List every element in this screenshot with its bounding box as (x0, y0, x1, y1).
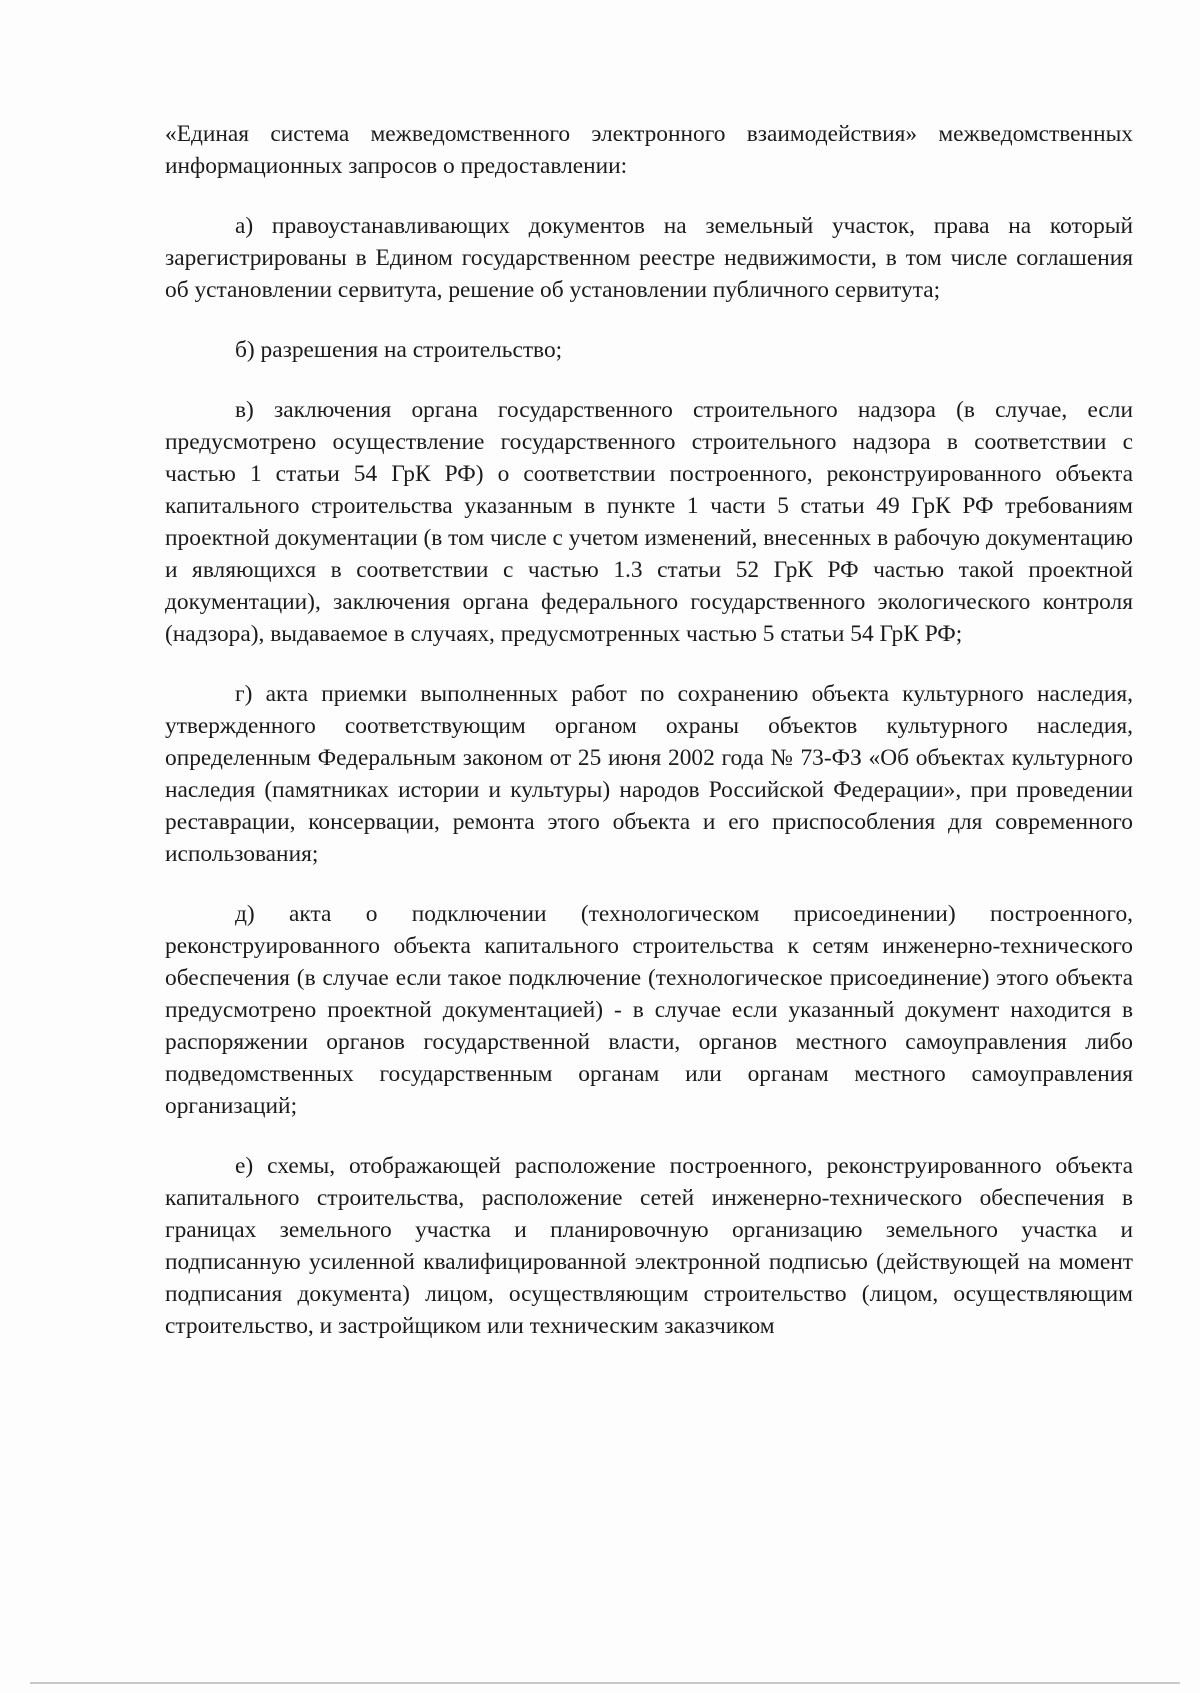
list-item-d: д) акта о подключении (технологическом присоединении) построенного, реконструированного объекта капитального строительства к сетям инженерно-технического обеспечения (в случае если такое подключение (технологическое присоединение) этого объекта предусмотрено проектной документацией) - в случае если указанный документ находится в распоряжении органов государственной власти, органов местного самоуправления либо подведомственных государственным органам или органам местного самоуправления организаций; (165, 901, 1133, 1119)
list-item-a: а) правоустанавливающих документов на земельный участок, права на который зарегистрированы в Едином государственном реестре недвижимости, в том числе соглашения об установлении сервитута, решение об установлении публичного сервитута; (165, 213, 1133, 303)
list-item-v: в) заключения органа государственного строительного надзора (в случае, если предусмотрено осуществление государственного строительного надзора в соответствии с частью 1 статьи 54 ГрК РФ) о соответствии построенного, реконструированного объекта капитального строительства указанным в пункте 1 части 5 статьи 49 ГрК РФ требованиям проектной документации (в том числе с учетом изменений, внесенных в рабочую документацию и являющихся в соответствии с частью 1.3 статьи 52 ГрК РФ частью такой проектной документации), заключения органа федерального государственного экологического контроля (надзора), выдаваемое в случаях, предусмотренных частью 5 статьи 54 ГрК РФ; (165, 397, 1133, 647)
list-item-g: г) акта приемки выполненных работ по сохранению объекта культурного наследия, утвержденного соответствующим органом охраны объектов культурного наследия, определенным Федеральным законом от 25 июня 2002 года № 73-ФЗ «Об объектах культурного наследия (памятниках истории и культуры) народов Российской Федерации», при проведении реставрации, консервации, ремонта этого объекта и его приспособления для современного использования; (165, 681, 1133, 867)
list-item-b: б) разрешения на строительство; (235, 337, 563, 363)
page-bottom-edge (30, 1682, 1180, 1684)
intro-paragraph: «Единая система межведомственного электронного взаимодействия» межведомственных информационных запросов о предоставлении: (165, 121, 1133, 179)
document-body (165, 118, 1133, 1342)
list-item-e: е) схемы, отображающей расположение построенного, реконструированного объекта капитального строительства, расположение сетей инженерно-технического обеспечения в границах земельного участка и планировочную организацию земельного участка и подписанную усиленной квалифицированной электронной подписью (действующей на момент подписания документа) лицом, осуществляющим строительство (лицом, осуществляющим строительство, и застройщиком или техническим заказчиком (165, 1153, 1133, 1339)
